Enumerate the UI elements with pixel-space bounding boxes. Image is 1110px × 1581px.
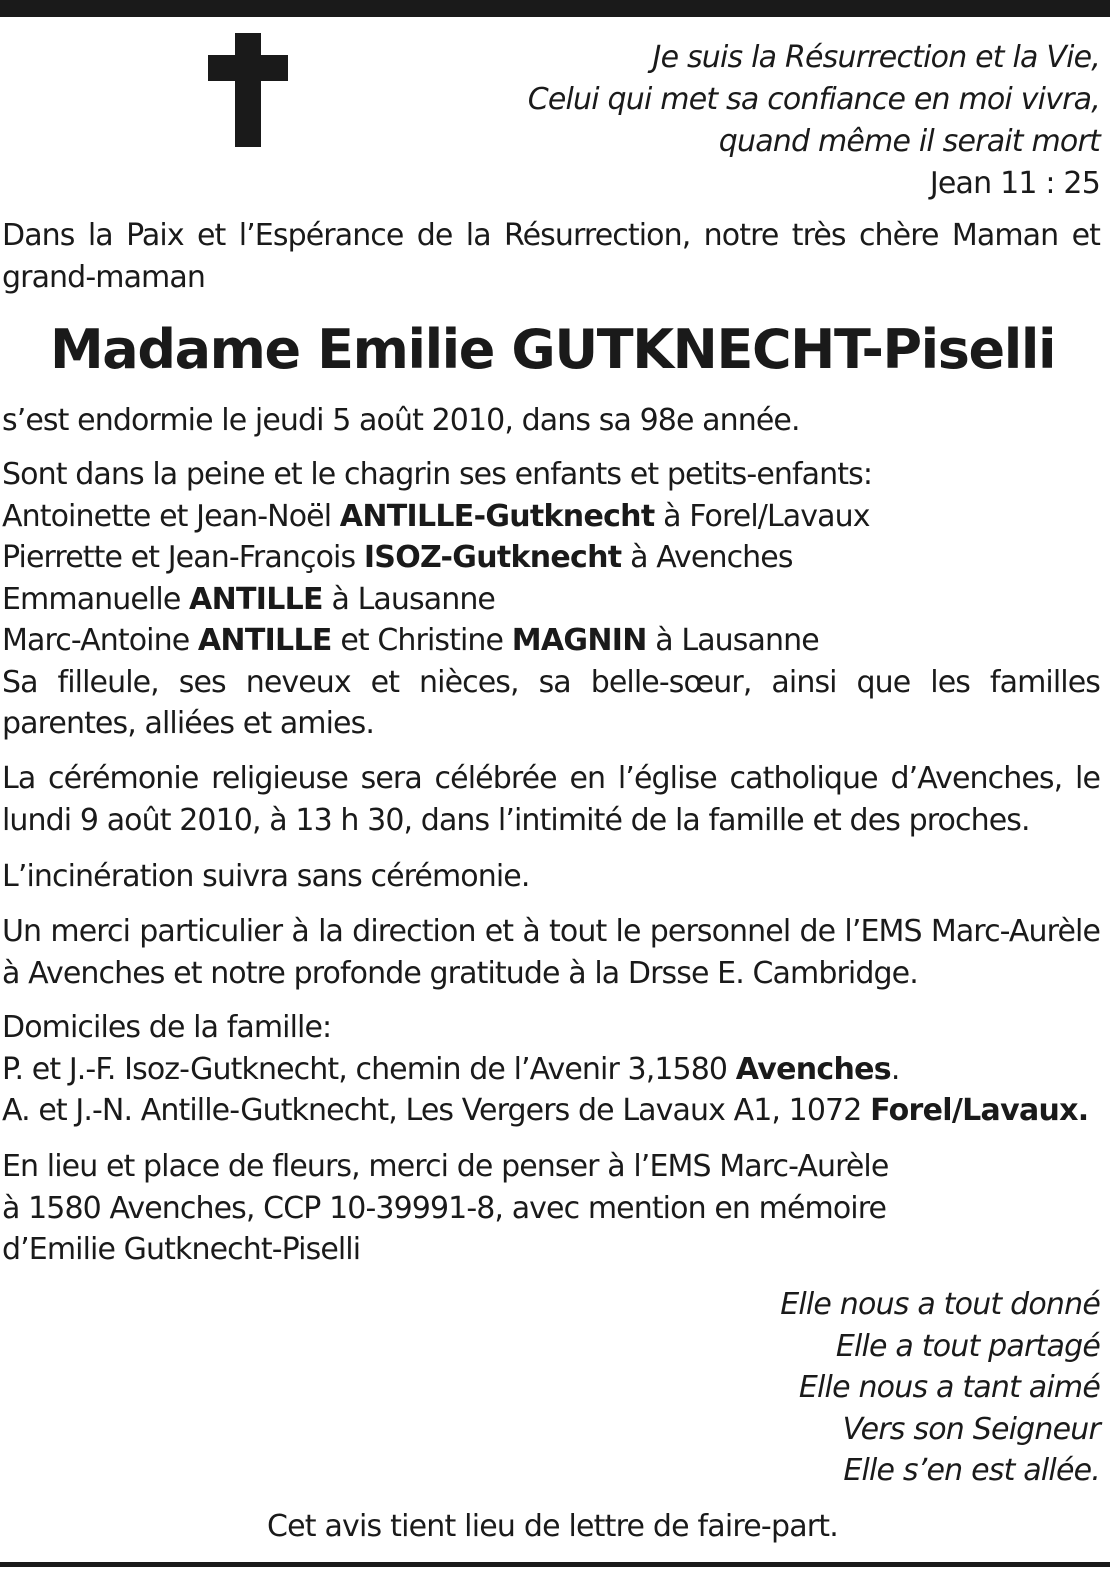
bottom-border-rule — [0, 1562, 1110, 1567]
family-others: Sa filleule, ses neveux et nièces, sa belle-sœur, ainsi que les familles parentes, alliées et amies. — [2, 664, 1100, 741]
family-member: Pierrette et Jean-François ISOZ-Gutknecht à Avenches — [2, 540, 793, 575]
verse-line: Celui qui met sa confiance en moi vivra, — [527, 82, 1100, 117]
thanks-text: Un merci particulier à la direction et à tout le personnel de l’EMS Marc-Aurèle à Avenches et notre profonde gratitude à la Drsse E. Cambridge. — [2, 914, 1100, 991]
top-border-rule — [0, 0, 1110, 17]
family-heading: Sont dans la peine et le chagrin ses enfants et petits-enfants: — [2, 457, 873, 492]
domiciles-heading: Domiciles de la famille: — [2, 1010, 332, 1045]
family-member: Antoinette et Jean-Noël ANTILLE-Gutknecht à Forel/Lavaux — [2, 498, 870, 534]
domicile-line: P. et J.-F. Isoz-Gutknecht, chemin de l’Avenir 3,1580 Avenches. — [2, 1051, 900, 1087]
poem-line: Elle nous a tant aimé — [798, 1370, 1100, 1405]
domiciles-section — [2, 1007, 1100, 1132]
family-section — [2, 454, 1100, 745]
donation-line: En lieu et place de fleurs, merci de penser à l’EMS Marc-Aurèle — [2, 1149, 889, 1184]
intro-text: Dans la Paix et l’Espérance de la Résurrection, notre très chère Maman et grand-maman — [2, 218, 1100, 295]
poem-line: Elle nous a tout donné — [780, 1287, 1100, 1322]
poem-line: Elle s’en est allée. — [843, 1453, 1100, 1488]
poem-line: Elle a tout partagé — [835, 1328, 1100, 1364]
verse-line: quand même il serait mort — [718, 124, 1100, 159]
poem-line: Vers son Seigneur — [842, 1411, 1100, 1447]
family-member: Emmanuelle ANTILLE à Lausanne — [2, 581, 495, 617]
ceremony-text: La cérémonie religieuse sera célébrée en l’église catholique d’Avenches, le lundi 9 août 2010, à 13 h 30, dans l’intimité de la famille et des proches. — [2, 761, 1100, 838]
verse-line: Je suis la Résurrection et la Vie, — [652, 40, 1100, 75]
domicile-line: A. et J.-N. Antille-Gutknecht, Les Vergers de Lavaux A1, 1072 Forel/Lavaux. — [2, 1093, 1089, 1128]
donation-section — [2, 1146, 1100, 1271]
cremation-text: L’incinération suivra sans cérémonie. — [2, 859, 530, 894]
closing-poem — [600, 1284, 1100, 1492]
verse-reference: Jean 11 : 25 — [929, 166, 1100, 201]
family-member: Marc-Antoine ANTILLE et Christine MAGNIN à Lausanne — [2, 623, 819, 658]
deceased-name: Madame Emilie GUTKNECHT-Piselli — [49, 318, 1056, 381]
donation-line: d’Emilie Gutknecht-Piselli — [2, 1232, 361, 1267]
cross-icon — [208, 33, 288, 147]
closing-note: Cet avis tient lieu de lettre de faire-part. — [266, 1509, 839, 1544]
bible-verse — [460, 37, 1100, 205]
death-notice: s’est endormie le jeudi 5 août 2010, dans sa 98e année. — [2, 403, 800, 438]
donation-line: à 1580 Avenches, CCP 10-39991-8, avec mention en mémoire — [2, 1190, 887, 1226]
